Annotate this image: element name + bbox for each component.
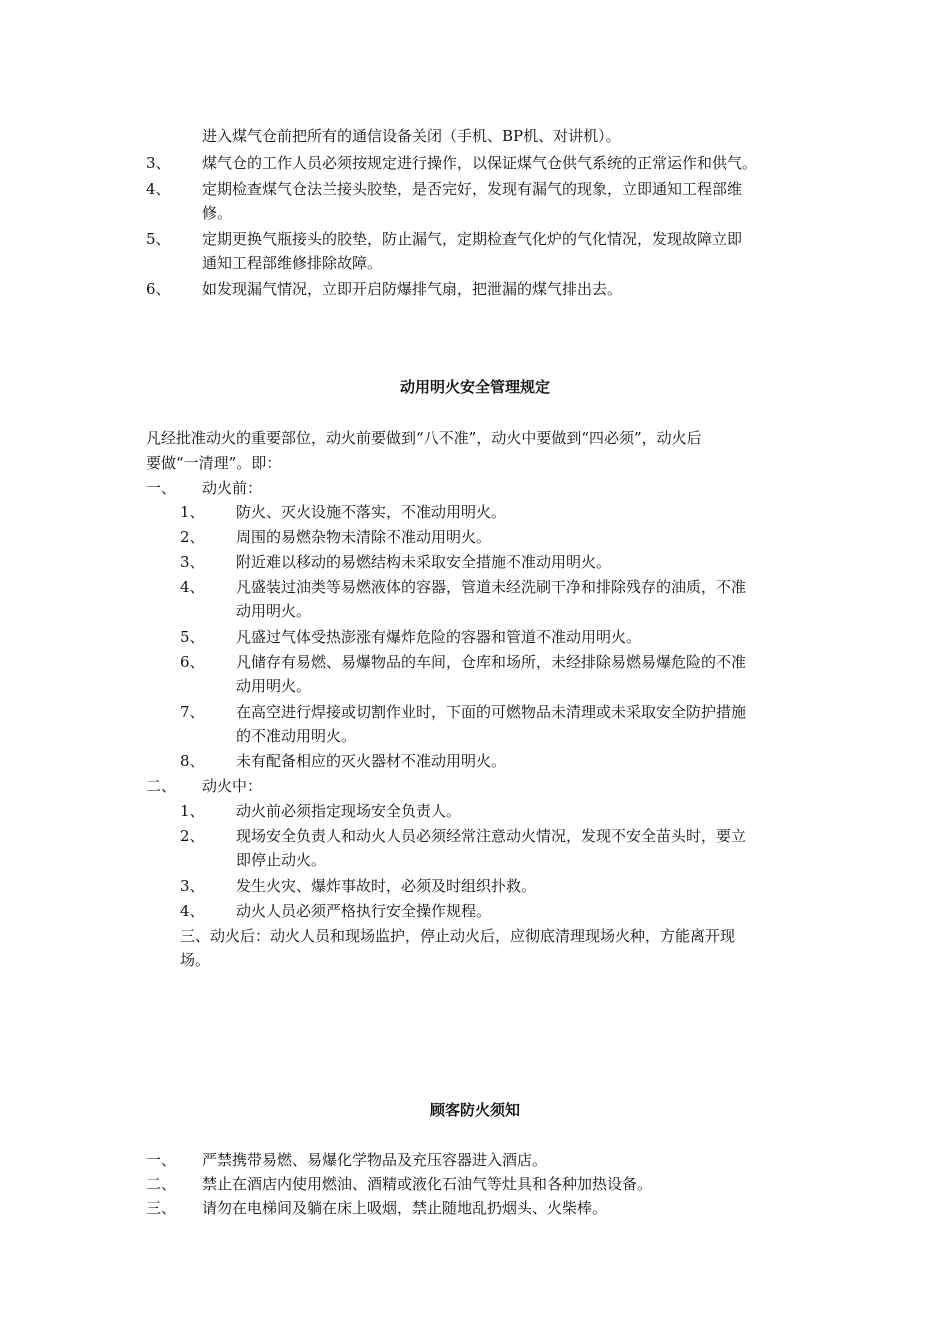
list-item-text: 凡盛过气体受热澎涨有爆炸危险的容器和管道不准动用明火。 — [236, 628, 642, 646]
section-title: 动用明火安全管理规定 — [399, 378, 550, 396]
list-number: 三、 — [146, 1199, 177, 1217]
intro-line: 要做“一清理”。即： — [146, 454, 282, 472]
list-number: 8、 — [180, 752, 205, 770]
list-number: 4、 — [146, 180, 171, 198]
list-number: 6、 — [146, 280, 171, 298]
list-item-text: 周围的易燃杂物未清除不准动用明火。 — [236, 528, 492, 546]
list-item-text: 防火、灭火设施不落实，不准动用明火。 — [236, 503, 507, 521]
part-number: 一、 — [146, 479, 177, 497]
list-item-text: 动火前必须指定现场安全负责人。 — [236, 802, 462, 820]
list-number: 一、 — [146, 1151, 177, 1169]
list-number: 4、 — [180, 578, 205, 596]
list-item-text: 请勿在电梯间及躺在床上吸烟，禁止随地乱扔烟头、火柴棒。 — [202, 1199, 608, 1217]
paragraph-line: 进入煤气仓前把所有的通信设备关闭（手机、BP机、对讲机）。 — [202, 127, 621, 145]
list-number: 1、 — [180, 503, 205, 521]
list-item-text: 通知工程部维修排除故障。 — [202, 254, 383, 272]
part-number: 二、 — [146, 777, 177, 795]
list-item-text: 定期检查煤气仓法兰接头胶垫，是否完好，发现有漏气的现象，立即通知工程部维 — [202, 180, 743, 198]
list-number: 3、 — [180, 877, 205, 895]
section-title: 顾客防火须知 — [429, 1101, 520, 1119]
list-number: 4、 — [180, 902, 205, 920]
intro-line: 凡经批准动火的重要部位，动火前要做到“八不准”，动火中要做到“四必须”，动火后 — [146, 429, 702, 447]
list-item-text: 煤气仓的工作人员必须按规定进行操作，以保证煤气仓供气系统的正常运作和供气。 — [202, 154, 758, 172]
list-item-text: 即停止动火。 — [236, 851, 327, 869]
list-item-text: 禁止在酒店内使用燃油、酒精或液化石油气等灶具和各种加热设备。 — [202, 1175, 653, 1193]
list-item-text: 未有配备相应的灭火器材不准动用明火。 — [236, 752, 507, 770]
list-number: 二、 — [146, 1175, 177, 1193]
part-label: 动火前： — [202, 479, 263, 497]
list-number: 2、 — [180, 827, 205, 845]
list-item-text: 发生火灾、爆炸事故时，必须及时组织扑救。 — [236, 877, 537, 895]
list-number: 7、 — [180, 703, 205, 721]
list-number: 3、 — [146, 154, 171, 172]
list-item-text: 在高空进行焊接或切割作业时，下面的可燃物品未清理或未采取安全防护措施 — [236, 703, 747, 721]
part-label: 动火中： — [202, 777, 263, 795]
list-item-text: 现场安全负责人和动火人员必须经常注意动火情况，发现不安全苗头时，要立 — [236, 827, 747, 845]
list-item-text: 动火人员必须严格执行安全操作规程。 — [236, 902, 492, 920]
list-item-text: 严禁携带易燃、易爆化学物品及充压容器进入酒店。 — [202, 1151, 548, 1169]
list-item-text: 凡盛装过油类等易燃液体的容器，管道未经洗刷干净和排除残存的油质，不准 — [236, 578, 747, 596]
paragraph-line: 三、动火后：动火人员和现场监护，停止动火后，应彻底清理现场火种，方能离开现 — [180, 927, 736, 945]
list-item-text: 附近难以移动的易燃结构未采取安全措施不准动用明火。 — [236, 553, 612, 571]
list-number: 5、 — [146, 230, 171, 248]
list-item-text: 凡储存有易燃、易爆物品的车间，仓库和场所，未经排除易燃易爆危险的不准 — [236, 653, 747, 671]
list-item-text: 的不准动用明火。 — [236, 727, 357, 745]
paragraph-line: 场。 — [180, 951, 211, 969]
list-number: 1、 — [180, 802, 205, 820]
list-number: 5、 — [180, 628, 205, 646]
list-item-text: 动用明火。 — [236, 677, 312, 695]
list-number: 3、 — [180, 553, 205, 571]
list-item-text: 动用明火。 — [236, 602, 312, 620]
list-item-text: 修。 — [202, 204, 233, 222]
list-item-text: 如发现漏气情况，立即开启防爆排气扇，把泄漏的煤气排出去。 — [202, 280, 623, 298]
list-item-text: 定期更换气瓶接头的胶垫，防止漏气，定期检查气化炉的气化情况，发现故障立即 — [202, 230, 743, 248]
list-number: 6、 — [180, 653, 205, 671]
list-number: 2、 — [180, 528, 205, 546]
